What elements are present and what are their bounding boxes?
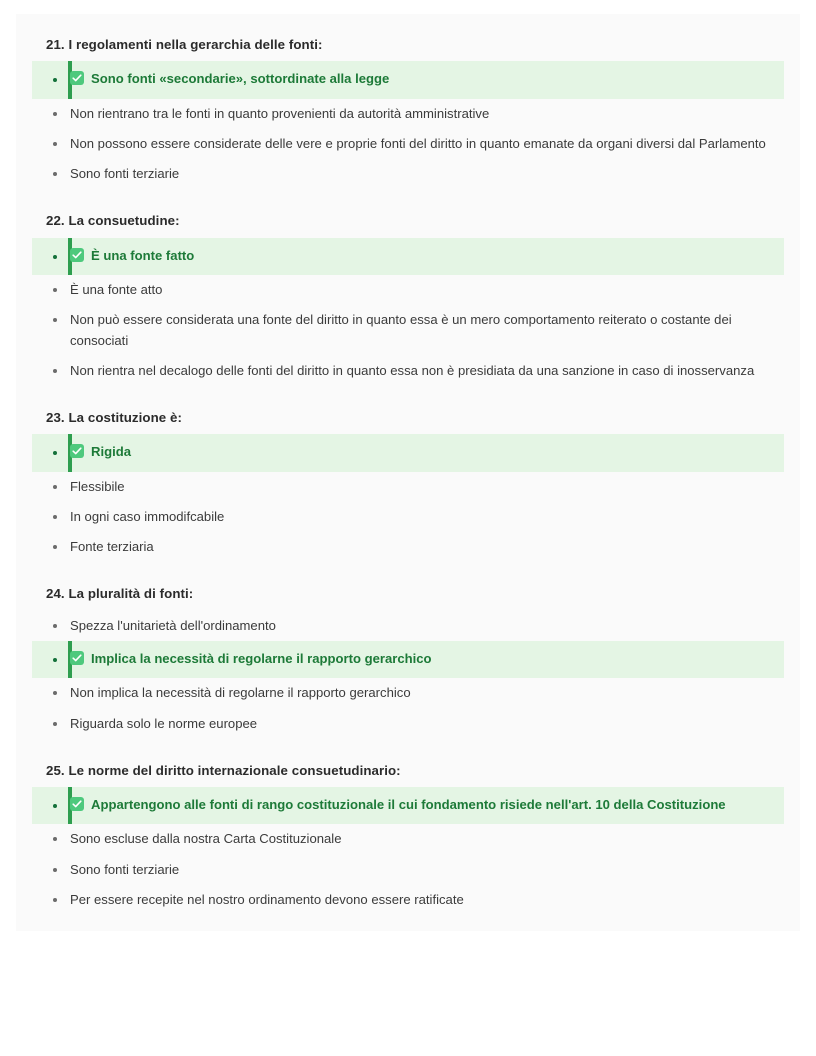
- option-label: Non implica la necessità di regolarne il rapporto gerarchico: [70, 685, 411, 701]
- question-title: 25. Le norme del diritto internazionale consuetudinario:: [46, 762, 401, 778]
- option[interactable]: [32, 275, 784, 305]
- option-list: [32, 787, 784, 915]
- quiz-card: [16, 14, 800, 931]
- option-correct[interactable]: [32, 61, 784, 98]
- option-list: [32, 238, 784, 386]
- check-icon: [70, 71, 84, 85]
- option-label: Per essere recepite nel nostro ordinamento devono essere ratificate: [70, 891, 464, 907]
- option[interactable]: [32, 472, 784, 502]
- option-label: Rigida: [91, 444, 132, 460]
- question-spacer: [16, 189, 800, 204]
- option-label: Sono fonti terziarie: [70, 166, 180, 182]
- option-list: [32, 61, 784, 189]
- option[interactable]: [32, 855, 784, 885]
- option[interactable]: [32, 678, 784, 708]
- option-label: Non possono essere considerate delle vere e proprie fonti del diritto in quanto emanate da organi diversi dal Parlamento: [70, 135, 766, 151]
- option-correct[interactable]: [32, 434, 784, 471]
- question-block: [16, 204, 800, 386]
- option[interactable]: [32, 824, 784, 854]
- question-spacer: [16, 386, 800, 401]
- option-label: Sono fonti terziarie: [70, 861, 180, 877]
- check-icon: [70, 797, 84, 811]
- option-label: Non rientra nel decalogo delle fonti del diritto in quanto essa non è presidiata da una sanzione in caso di inosservanza: [70, 362, 755, 378]
- option[interactable]: [32, 305, 784, 356]
- option[interactable]: [32, 885, 784, 915]
- option-label: In ogni caso immodifcabile: [70, 508, 225, 524]
- question-title: 21. I regolamenti nella gerarchia delle fonti:: [46, 37, 323, 52]
- option-label: Sono escluse dalla nostra Carta Costituzionale: [70, 831, 342, 847]
- option-label: Sono fonti «secondarie», sottordinate alla legge: [91, 71, 390, 87]
- question-block: [16, 28, 800, 189]
- option-label: È una fonte atto: [70, 281, 163, 297]
- check-icon: [70, 651, 84, 665]
- option[interactable]: [32, 611, 784, 641]
- option-correct[interactable]: [32, 641, 784, 678]
- option-label: Fonte terziaria: [70, 539, 154, 555]
- question-block: [16, 577, 800, 738]
- option-label: Riguarda solo le norme europee: [70, 715, 258, 731]
- option[interactable]: [32, 356, 784, 386]
- option[interactable]: [32, 502, 784, 532]
- option-correct[interactable]: [32, 787, 784, 824]
- option-label: Non rientrano tra le fonti in quanto provenienti da autorità amministrative: [70, 105, 490, 121]
- question-spacer: [16, 739, 800, 754]
- option[interactable]: [32, 159, 784, 189]
- option-label: È una fonte fatto: [91, 247, 195, 263]
- option-label: Non può essere considerata una fonte del diritto in quanto essa è un mero comportamento reiterato o costante dei consociati: [70, 312, 732, 348]
- check-icon: [70, 248, 84, 262]
- question-title: 23. La costituzione è:: [46, 410, 182, 426]
- question-title: 24. La pluralità di fonti:: [46, 586, 194, 602]
- question-block: [16, 401, 800, 562]
- option[interactable]: [32, 532, 784, 562]
- option-label: Spezza l'unitarietà dell'ordinamento: [70, 617, 276, 633]
- check-icon: [70, 444, 84, 458]
- option-label: Flessibile: [70, 478, 125, 494]
- option[interactable]: [32, 99, 784, 129]
- option-correct[interactable]: [32, 238, 784, 275]
- option[interactable]: [32, 129, 784, 159]
- question-title: 22. La consuetudine:: [46, 213, 180, 229]
- question-spacer: [16, 562, 800, 577]
- question-block: [16, 754, 800, 915]
- option-list: [32, 611, 784, 739]
- option-label: Appartengono alle fonti di rango costituzionale il cui fondamento risiede nell'art. 10 della Costituzione: [91, 797, 726, 813]
- option-list: [32, 434, 784, 562]
- option-label: Implica la necessità di regolarne il rapporto gerarchico: [91, 651, 432, 666]
- option[interactable]: [32, 709, 784, 739]
